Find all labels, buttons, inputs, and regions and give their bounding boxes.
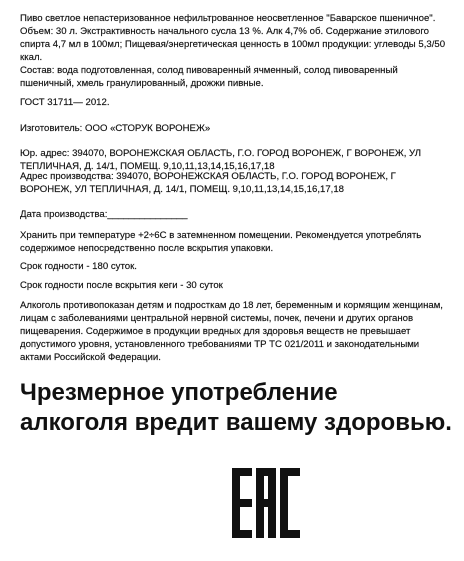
storage-text: Хранить при температуре +2÷6С в затемненном помещении. Рекомендуется употреблять содержимое непосредственно после вскрытия упаковки. [20,230,422,254]
eac-letter-c-top [280,468,300,476]
eac-letter-a-bar [256,499,276,507]
health-warning: Чрезмерное употребление алкоголя вредит вашему здоровью. [20,379,452,436]
eac-letter-e-middle [232,499,252,507]
shelf-life-opened-text: Срок годности после вскрытия кеги - 30 суток [20,280,223,291]
eac-letter-c-stem [280,468,288,538]
eac-letter-a-top [256,468,276,476]
legal-address-text: Юр. адрес: 394070, ВОРОНЕЖСКАЯ ОБЛАСТЬ, Г.О. ГОРОД ВОРОНЕЖ, Г ВОРОНЕЖ, УЛ ТЕПЛИЧНАЯ, Д. 14/1, ПОМЕЩ. 9,10,11,13,14,15,16,17,18 [20,148,422,172]
production-address-text: Адрес производства: 394070, ВОРОНЕЖСКАЯ ОБЛАСТЬ, Г.О. ГОРОД ВОРОНЕЖ, Г ВОРОНЕЖ, УЛ ТЕПЛИЧНАЯ, Д. 14/1, ПОМЕЩ. 9,10,11,13,14,15,16,17,18 [20,171,396,195]
manufacturer-text: Изготовитель: ООО «СТОРУК ВОРОНЕЖ» [20,123,211,134]
eac-letter-e-bottom [232,530,252,538]
standard-text: ГОСТ 31711— 2012. [20,97,110,108]
contraindications-text: Алкоголь противопоказан детям и подросткам до 18 лет, беременным и кормящим женщинам, лицам с заболеваниями центральной нервной системы, почек, печени и других органов пищеварения. Содержимое в продукции вредных для здоровья веществ не превышает допустимого уровня, установленного требованиями ТР ТС 021/2011 и законодательными актами Российской Федерации. [20,300,443,363]
eac-conformity-mark-icon [230,467,302,539]
shelf-life-text: Срок годности - 180 суток. [20,261,137,272]
eac-letter-c-bottom [280,530,300,538]
composition-text: Состав: вода подготовленная, солод пивоваренный ячменный, солод пивоваренный пшеничный, хмель гранулированный, дрожжи пивные. [20,65,398,89]
eac-letter-e-top [232,468,252,476]
product-description: Пиво светлое непастеризованное нефильтрованное неосветленное "Баварское пшеничное". Объем: 30 л. Экстрактивность начального сусла 13 %. Алк 4,7% об. Содержание этилового спирта 4,7 мл в 100мл; Пищевая/энергетическая ценность в 100мл продукции: углеводы 5,3/50 ккал. [20,13,446,63]
production-date-text: Дата производства:_______________ [20,209,188,220]
